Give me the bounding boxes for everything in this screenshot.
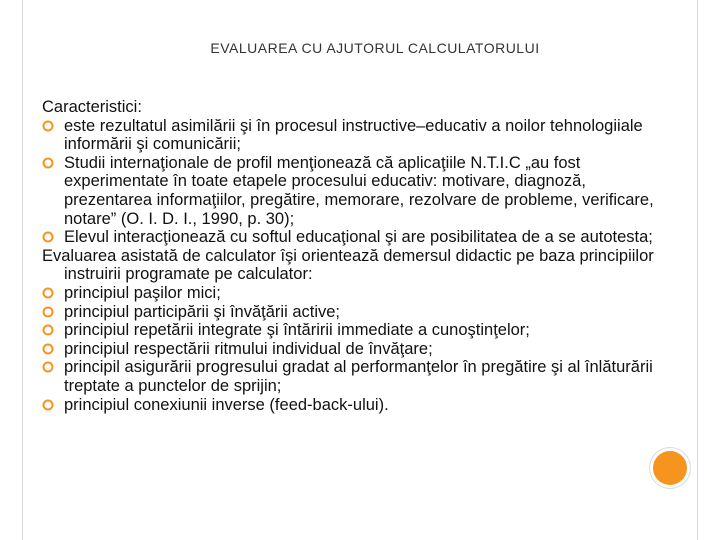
list-item-text: este rezultatul asimilării şi în procesul instructive–educativ a noilor tehnologiiale informării şi comunicării;: [64, 116, 643, 154]
bullet-list-principles: [42, 284, 672, 414]
list-item: [42, 303, 672, 322]
circle-bullet-icon: [42, 361, 54, 373]
list-item: [42, 154, 672, 228]
list-item-text: principiul participării şi învăţării active;: [64, 302, 341, 321]
circle-bullet-icon: [42, 399, 54, 411]
list-item: [42, 358, 672, 395]
list-item-text: principiul paşilor mici;: [64, 283, 221, 302]
slide-title: EVALUAREA CU AJUTORUL CALCULATORULUI: [210, 40, 540, 56]
list-item: [42, 228, 672, 247]
bullet-list-characteristics: [42, 117, 672, 247]
circle-bullet-icon: [42, 306, 54, 318]
list-item-text: principiul repetării integrate şi întăririi immediate a cunoştinţelor;: [64, 321, 530, 340]
list-item: [42, 117, 672, 154]
circle-bullet-icon: [42, 343, 54, 355]
list-item: [42, 340, 672, 359]
paragraph-evaluation: Evaluarea asistată de calculator îşi orientează demersul didactic pe baza principiilor instruirii programate pe calculator:: [42, 246, 654, 284]
decorative-orange-circle: [650, 448, 690, 488]
list-item: [42, 321, 672, 340]
circle-bullet-icon: [42, 287, 54, 299]
list-item-text: principiul conexiunii inverse (feed-back-ului).: [64, 395, 389, 414]
list-item-text: principiul respectării ritmului individual de învăţare;: [64, 339, 433, 358]
circle-bullet-icon: [42, 231, 54, 243]
list-item-text: principil asigurării progresului gradat al performanţelor în pregătire şi al înlăturării treptate a punctelor de sprijin;: [64, 358, 653, 395]
circle-bullet-icon: [42, 157, 54, 169]
slide-content: [42, 98, 672, 414]
circle-bullet-icon: [42, 120, 54, 132]
list-item: [42, 396, 672, 415]
list-item-text: Studii internaţionale de profil menţionează că aplicaţiile N.T.I.C „au fost experimentate în toate etapele procesului educativ: motivare, diagnoză, prezentarea informaţiilor, pregătire, memorare, rezolvare de probleme, verificare, notare” (O. I. D. I., 1990, p. 30);: [64, 153, 654, 228]
section-heading: Caracteristici:: [42, 98, 142, 116]
list-item-text: Elevul interacţionează cu softul educaţional şi are posibilitatea de a se autotesta;: [64, 228, 653, 247]
list-item: [42, 284, 672, 303]
circle-bullet-icon: [42, 324, 54, 336]
